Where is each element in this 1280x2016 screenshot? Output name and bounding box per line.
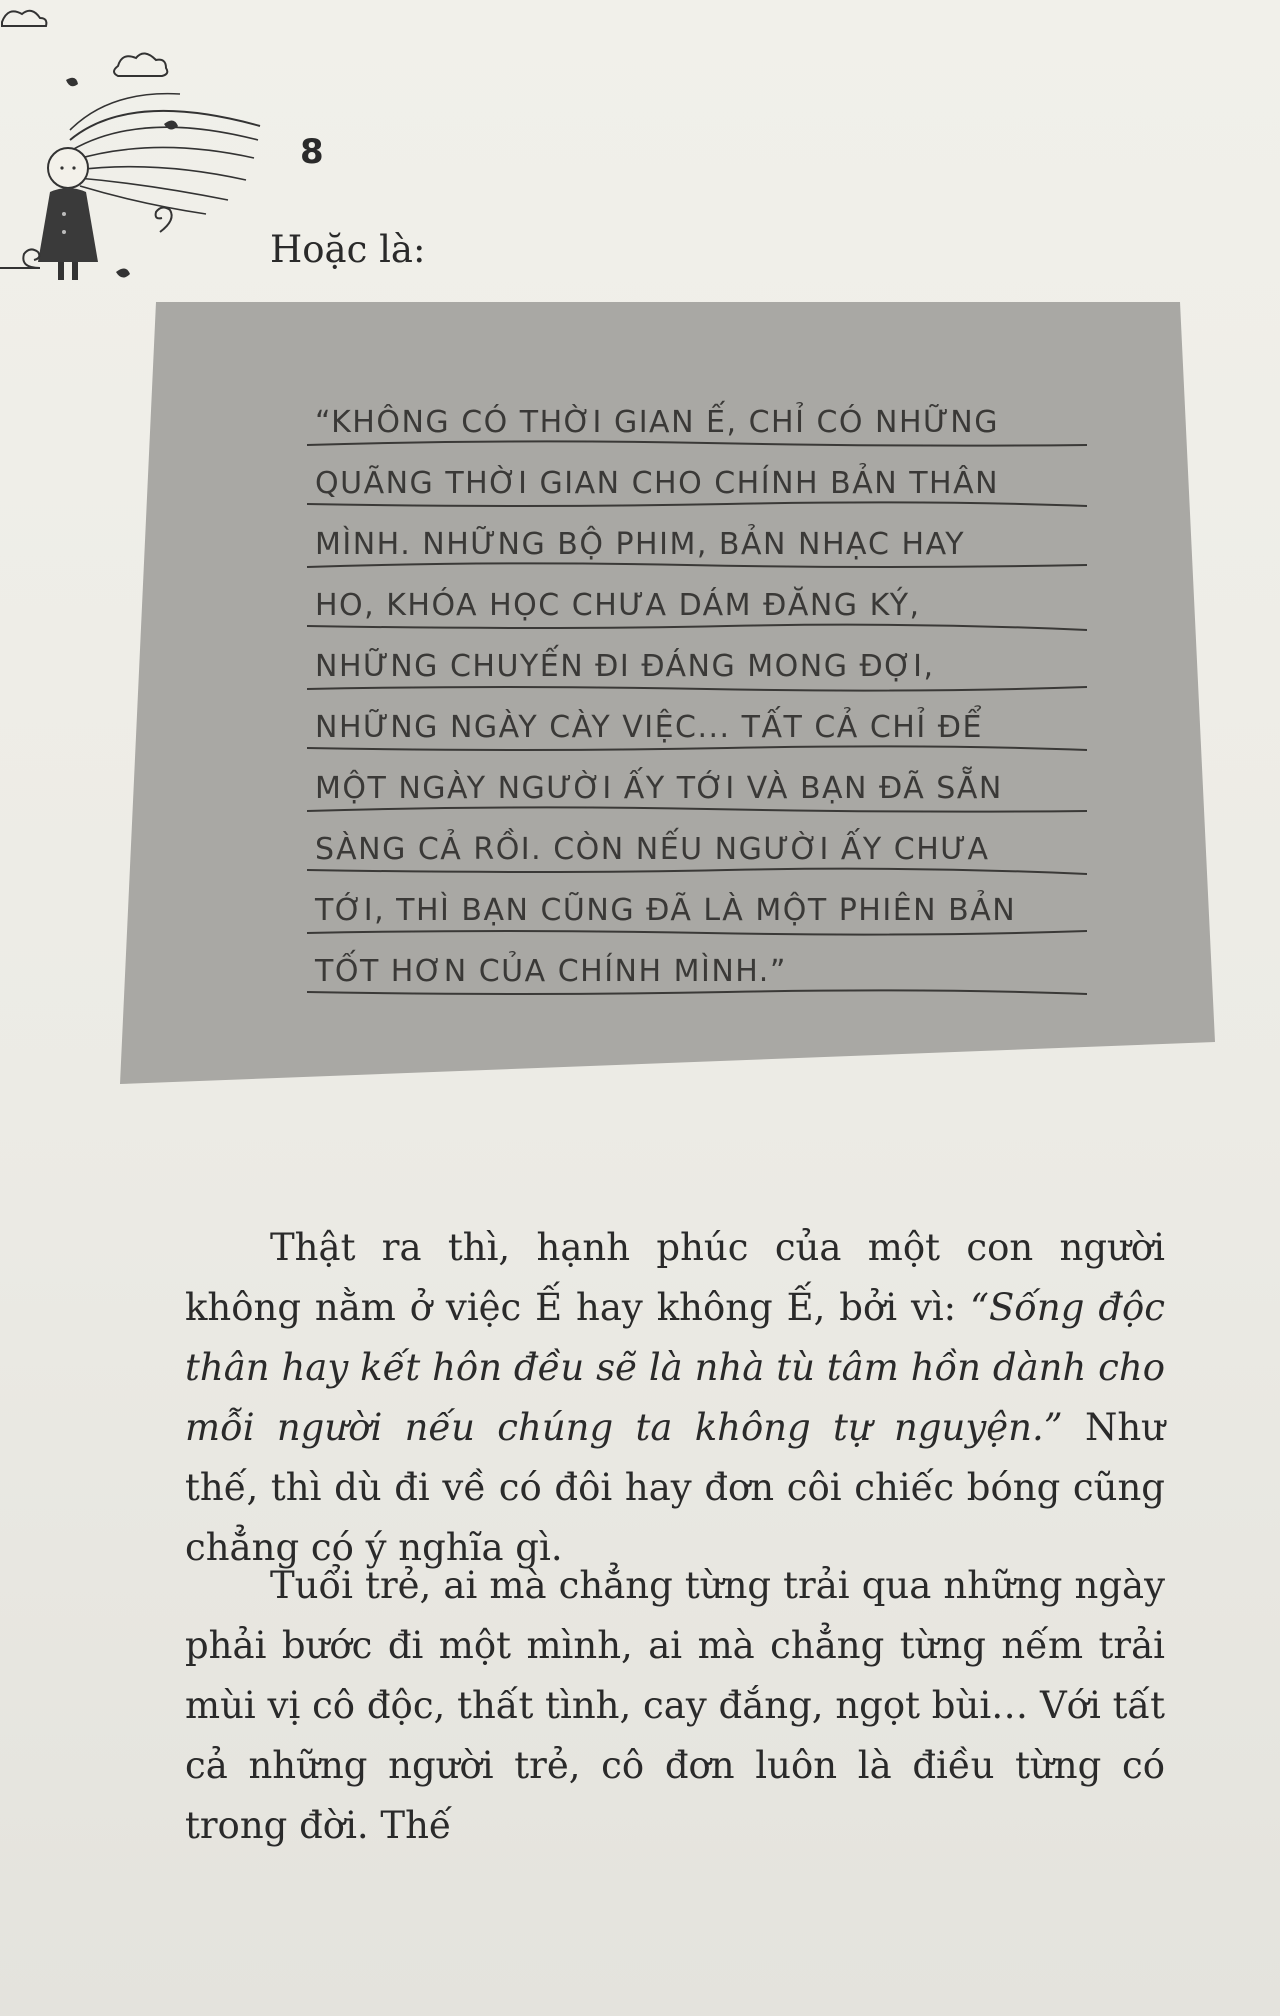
quote-line: NHỮNG NGÀY CÀY VIỆC... TẤT CẢ CHỈ ĐỂ <box>195 700 1095 761</box>
quoted-saying: “Sống độc thân hay kết hôn đều sẽ là nhà tù tâm hồn dành cho mỗi người nếu chúng ta không tự nguyện.” <box>185 1286 1166 1449</box>
lead-text: Hoặc là: <box>270 228 426 271</box>
quote-line: MỘT NGÀY NGƯỜI ẤY TỚI VÀ BẠN ĐÃ SẴN <box>195 761 1095 822</box>
quote-text <box>195 395 1095 1005</box>
quote-line: “KHÔNG CÓ THỜI GIAN Ế, CHỈ CÓ NHỮNG <box>195 395 1095 456</box>
quote-line: MÌNH. NHỮNG BỘ PHIM, BẢN NHẠC HAY <box>195 517 1095 578</box>
quote-line: SÀNG CẢ RỒI. CÒN NẾU NGƯỜI ẤY CHƯA <box>195 822 1095 883</box>
page-number: 8 <box>300 132 324 172</box>
cloud-icon <box>114 53 167 76</box>
paragraph-2: Tuổi trẻ, ai mà chẳng từng trải qua những ngày phải bước đi một mình, ai mà chẳng từng nếm trải mùi vị cô độc, thất tình, cay đắng, ngọt bùi… Với tất cả những người trẻ, cô đơn luôn là điều từng có trong đời. Thế <box>185 1564 1165 1847</box>
leaf-icon <box>164 120 178 129</box>
leaf-icon <box>66 78 78 87</box>
quote-line: TỐT HƠN CỦA CHÍNH MÌNH.” <box>195 944 1095 1005</box>
quote-line: QUÃNG THỜI GIAN CHO CHÍNH BẢN THÂN <box>195 456 1095 517</box>
cloud-icon <box>2 11 46 26</box>
quote-line: HO, KHÓA HỌC CHƯA DÁM ĐĂNG KÝ, <box>195 578 1095 639</box>
swirl-icon <box>23 249 40 268</box>
swirl-icon <box>156 207 172 232</box>
girl-in-wind-icon <box>0 0 280 300</box>
quote-line: TỚI, THÌ BẠN CŨNG ĐÃ LÀ MỘT PHIÊN BẢN <box>195 883 1095 944</box>
quote-line: NHỮNG CHUYẾN ĐI ĐÁNG MONG ĐỢI, <box>195 639 1095 700</box>
paragraph-1: Thật ra thì, hạnh phúc của một con người không nằm ở việc Ế hay không Ế, bởi vì: “Sống độc thân hay kết hôn đều sẽ là nhà tù tâm hồn dành cho mỗi người nếu chúng ta không tự nguyện.” Như thế, thì dù đi về có đôi hay đơn côi chiếc bóng cũng chẳng có ý nghĩa gì. <box>185 1226 1166 1569</box>
leaf-icon <box>116 268 130 277</box>
